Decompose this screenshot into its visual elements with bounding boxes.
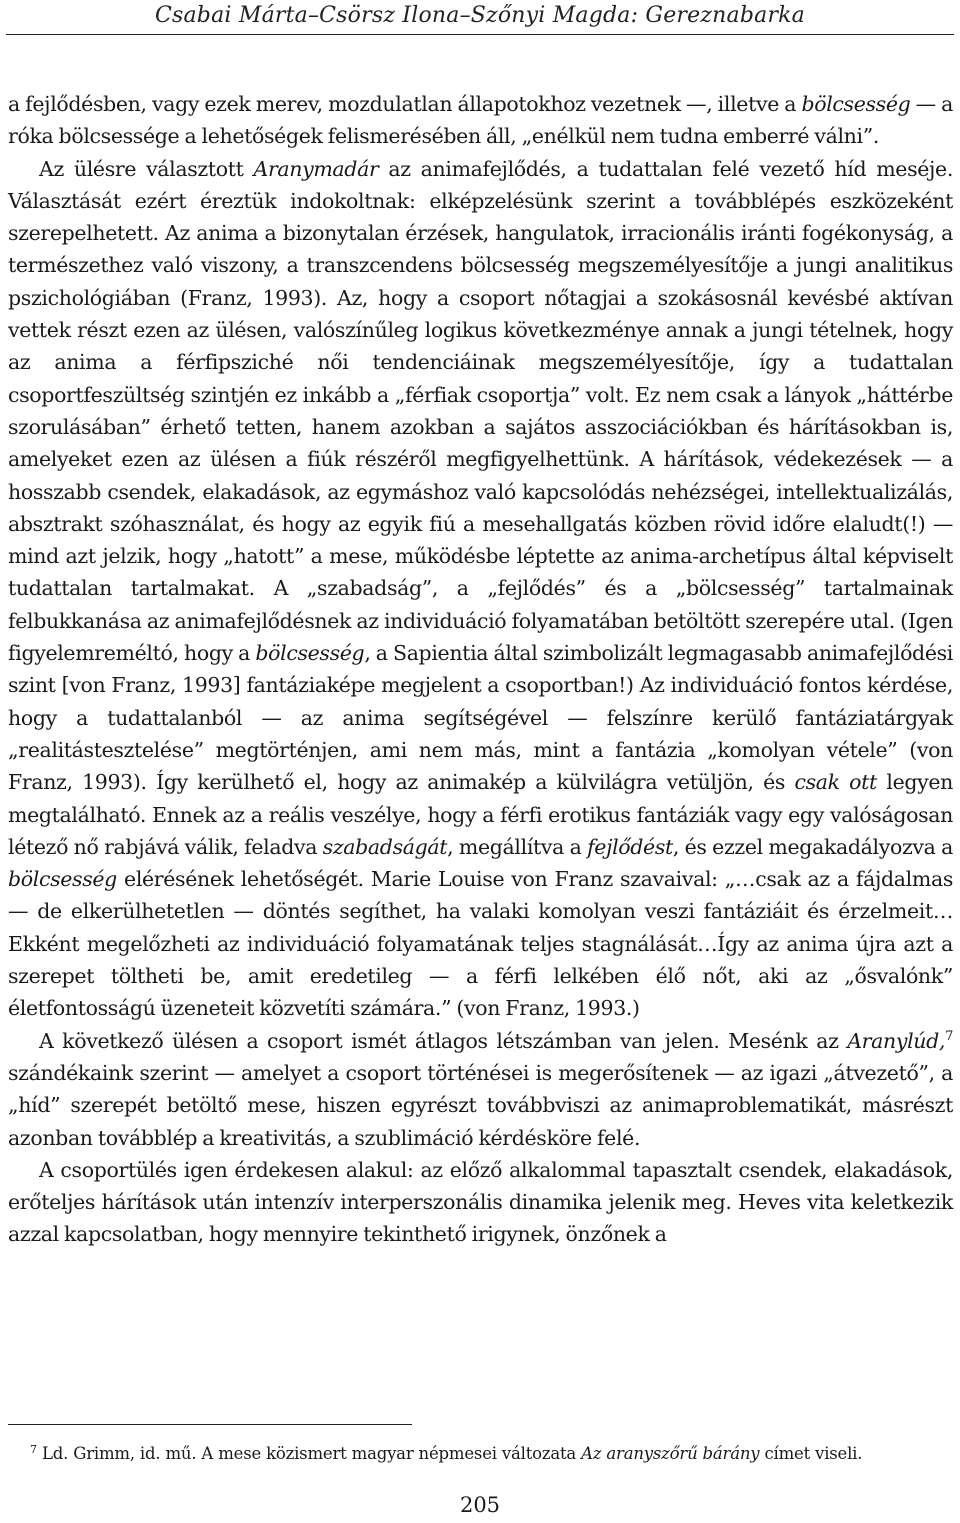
italic-run: Aranymadár [253,156,379,181]
main-text [8,88,953,1251]
header-rule [6,34,954,35]
text-run: Az ülésre választott [39,156,254,181]
text-run: címet viseli. [759,1444,863,1463]
footnote-reference[interactable]: 7 [945,1028,953,1044]
text-run: elérésének lehetőségét. Marie Louise von Franz szavaival: „…csak az a fájdalmas — de elkerülhetetlen — döntés segíthet, ha valaki komolyan veszi fantáziáit és érzelmeit… Ekként megelőzheti az individuáció folyamatának teljes stagnálását…Így az anima újra azt a szerepet töltheti be, amit eredetileg — a férfi lelkében élő nőt, aki az „ősvalónk” életfontosságú üzeneteit közvetíti számára.” (von Franz, 1993.) [8,867,953,1021]
italic-run: Az aranyszőrű bárány [581,1444,760,1463]
footnote [8,1442,953,1466]
footnote-number: 7 [30,1443,37,1456]
italic-run: bölcsesség [8,867,117,892]
text-run: legyen megtalálható. Ennek az a reális veszélye, hogy a férfi erotikus fantáziák vagy egy valóságosan létező nő rabjává válik, feladva [8,770,953,859]
paragraph-3 [8,1025,953,1154]
text-run: — a róka bölcsessége a lehetőségek felismerésében áll, „enélkül nem tudna emberré válni”. [8,92,953,149]
text-run: A csoportülés igen érdekesen alakul: az előző alkalommal tapasztalt csendek, elakadások, erőteljes hárítások után intenzív interperszonális dinamika jelenik meg. Heves vita keletkezik azzal kapcsolatban, hogy mennyire tekinthető irigynek, önzőnek a [8,1157,953,1247]
italic-run: Aranylúd, [847,1028,946,1053]
page-number: 205 [459,1493,501,1517]
text-run: , és ezzel megakadályozva a [672,834,953,859]
italic-run: csak ott [794,770,877,795]
text-run: szándékaink szerint — amelyet a csoport történései is megerősítenek — az igazi „átvezető”, a „híd” szerepét betöltő mese, hiszen egyrészt továbbviszi az animaproblematikát, másrészt azonban továbblép a kreativitás, a szublimáció kérdésköre felé. [8,1060,953,1150]
text-run: , a Sapientia által szimbolizált legmagasabb animafejlődési szint [von Franz, 1993] fantáziaképe megjelent a csoportban!) Az individuáció fontos kérdése, hogy a tudattalanból — az anima segítségével — felszínre kerülő fantáziatárgyak „realitástesztelése” megtörténjen, ami nem más, mint a fantázia „komolyan vétele” (von Franz, 1993). Így kerülhető el, hogy az animakép a külvilágra vetüljön, és [8,641,953,795]
italic-run: bölcsesség [801,92,911,116]
paragraph-4 [8,1154,953,1251]
running-header: Csabai Márta–Csörsz Ilona–Szőnyi Magda: Gereznabarka [154,3,806,28]
paragraph-2 [8,153,953,1025]
italic-run: fejlődést [587,834,673,859]
italic-run: szabadságát [322,834,448,859]
text-run: A következő ülésen a csoport ismét átlagos létszámban van jelen. Mesénk az [39,1028,848,1053]
paragraph-1 [8,88,953,153]
text-run: a fejlődésben, vagy ezek merev, mozdulatlan állapotokhoz vezetnek —, illetve a [8,92,802,116]
footnote-rule [8,1424,412,1425]
text-run: Ld. Grimm, id. mű. A mese közismert magyar népmesei változata [42,1444,582,1463]
text-run: , megállítva a [447,834,588,859]
italic-run: bölcsesség [255,641,365,666]
text-run: az animafejlődés, a tudattalan felé vezető híd meséje. Választását ezért éreztük indokoltnak: elképzelésünk szerint a továbblépés eszközeként szerepelhetett. Az anima a bizonytalan érzések, hangulatok, irracionális iránti fogékonyság, a természethez való viszony, a transzcendens bölcsesség megszemélyesítője a jungi analitikus pszichológiában (Franz, 1993). Az, hogy a csoport nőtagjai a szokásosnál kevésbé aktívan vettek részt ezen az ülésen, valószínűleg logikus következménye annak a jungi tételnek, hogy az anima a férfipsziché női tendenciáinak megszemélyesítője, így a tudattalan csoportfeszültség szintjén ez inkább a „férfiak csoportja” volt. Ez nem csak a lányok „háttérbe szorulásában” érhető tetten, hanem azokban a sajátos asszociációkban és hárításokban is, amelyeket ezen az ülésen a fiúk részéről megfigyelhettünk. A hárítások, védekezések — a hosszabb csendek, elakadások, az egymáshoz való kapcsolódás nehézségei, intellektualizálás, absztrakt szóhasználat, és hogy az egyik fiú a mesehallgatás közben rövid időre elaludt(!) — mind azt jelzik, hogy „hatott” a mese, működésbe léptette az anima-archetípus által képviselt tudattalan tartalmakat. A „szabadság”, a „fejlődés” és a „bölcsesség” tartalmainak felbukkanása az animafejlődésnek az individuáció folyamatában betöltött szerepére utal. (Igen figyelemreméltó, hogy a [8,156,953,666]
footnote-text [30,1442,953,1466]
